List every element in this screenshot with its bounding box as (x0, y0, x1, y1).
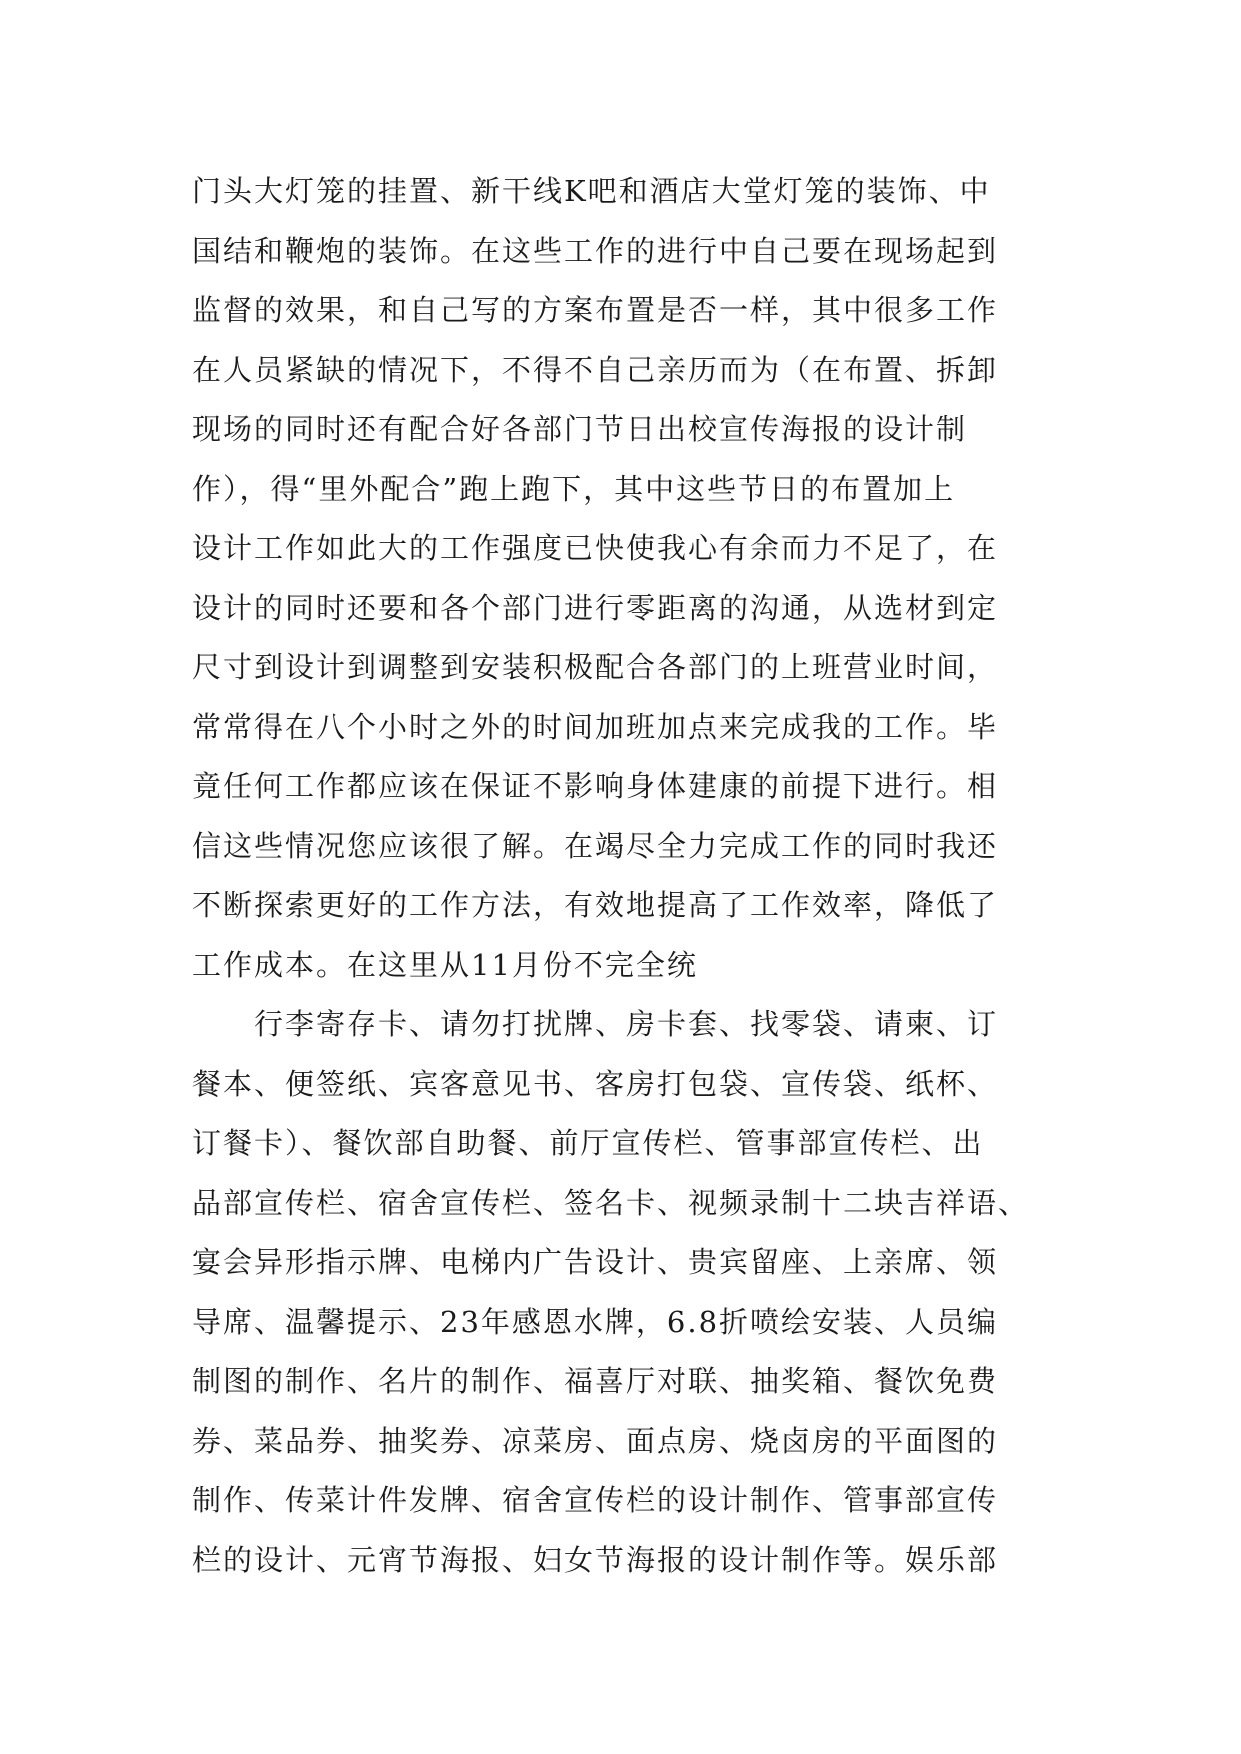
text-line: 在人员紧缺的情况下，不得不自己亲历而为（在布置、拆卸 (192, 352, 999, 387)
text-line: 宴会异形指示牌、电梯内广告设计、贵宾留座、上亲席、领 (192, 1245, 999, 1279)
text-line: 品部宣传栏、宿舍宣传栏、签名卡、视频录制十二块吉祥语、 (192, 1185, 1030, 1220)
document-body (192, 162, 1072, 1590)
text-line: 栏的设计、元宵节海报、妇女节海报的设计制作等。娱乐部 (192, 1542, 999, 1577)
text-line: 不断探索更好的工作方法，有效地提高了工作效率，降低了 (192, 888, 999, 922)
text-line: 监督的效果，和自己写的方案布置是否一样，其中很多工作 (192, 293, 999, 327)
text-line: 尺寸到设计到调整到安装积极配合各部门的上班营业时间， (192, 650, 999, 684)
text-line: 门头大灯笼的挂置、新干线K吧和酒店大堂灯笼的装饰、中 (192, 174, 991, 208)
text-line: 作），得“里外配合”跑上跑下，其中这些节日的布置加上 (192, 471, 956, 506)
paragraph-2 (192, 995, 1072, 1590)
paragraph-1 (192, 162, 1072, 995)
text-line: 导席、温馨提示、23年感恩水牌，6.8折喷绘安装、人员编 (192, 1304, 999, 1339)
text-line: 券、菜品券、抽奖券、凉菜房、面点房、烧卤房的平面图的 (192, 1423, 999, 1458)
text-line: 国结和鞭炮的装饰。在这些工作的进行中自己要在现场起到 (192, 233, 999, 268)
text-line: 工作成本。在这里从11月份不完全统 (192, 947, 698, 982)
text-line: 设计工作如此大的工作强度已快使我心有余而力不足了，在 (192, 531, 999, 565)
text-line: 制图的制作、名片的制作、福喜厅对联、抽奖箱、餐饮免费 (192, 1364, 999, 1398)
text-line: 现场的同时还有配合好各部门节日出校宣传海报的设计制 (192, 412, 968, 446)
text-line: 常常得在八个小时之外的时间加班加点来完成我的工作。毕 (192, 709, 999, 744)
text-line: 制作、传菜计件发牌、宿舍宣传栏的设计制作、管事部宣传 (192, 1483, 999, 1517)
text-line: 竟任何工作都应该在保证不影响身体建康的前提下进行。相 (192, 769, 999, 803)
text-line: 餐本、便签纸、宾客意见书、客房打包袋、宣传袋、纸杯、 (192, 1066, 999, 1101)
text-line: 设计的同时还要和各个部门进行零距离的沟通，从选材到定 (192, 590, 999, 625)
text-line: 行李寄存卡、请勿打扰牌、房卡套、找零袋、请柬、订 (254, 1007, 999, 1041)
text-line: 信这些情况您应该很了解。在竭尽全力完成工作的同时我还 (192, 828, 999, 863)
text-line: 订餐卡）、餐饮部自助餐、前厅宣传栏、管事部宣传栏、出 (192, 1126, 984, 1160)
